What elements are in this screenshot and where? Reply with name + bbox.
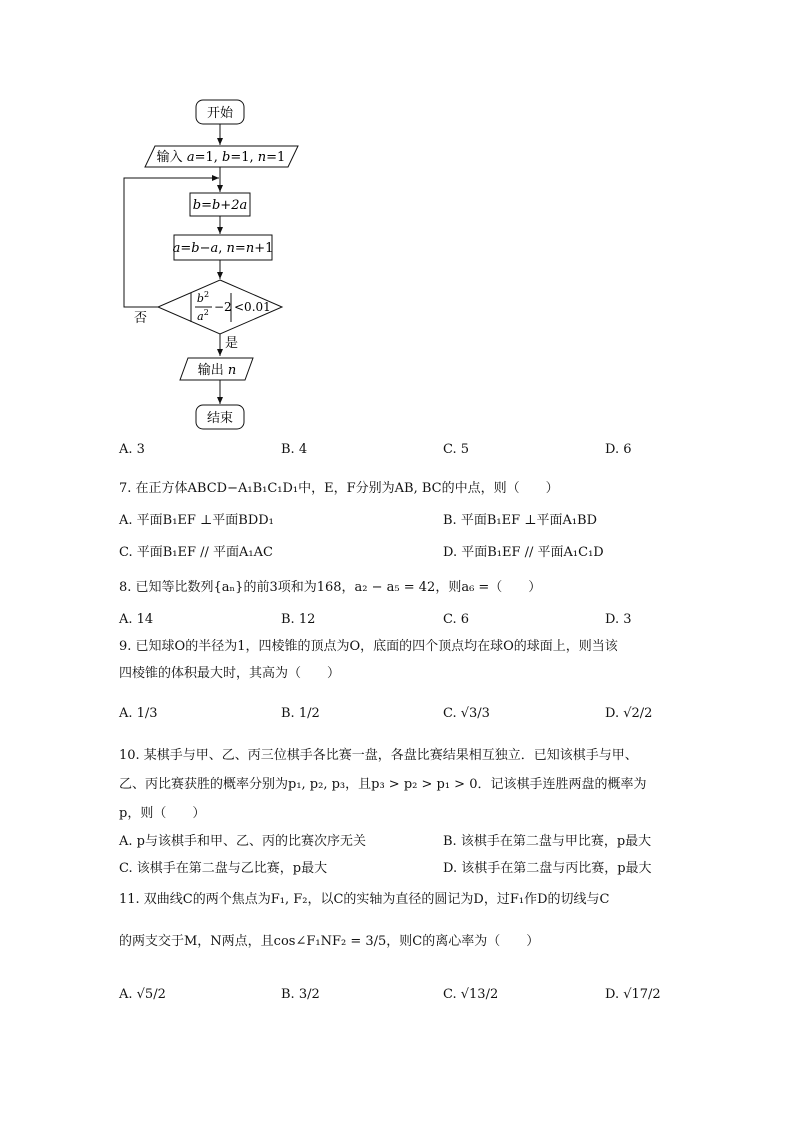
flowchart: [0, 0, 794, 440]
q10-stem-line1: 10. 某棋手与甲、乙、丙三位棋手各比赛一盘，各盘比赛结果相互独立．已知该棋手与甲、: [119, 748, 638, 763]
q11-option-d: D. √17/2: [605, 987, 661, 1002]
q6-option-c: C. 5: [443, 442, 470, 457]
flow-step1-label: b=b+2a: [192, 198, 248, 213]
q10-stem-line2: 乙、丙比赛获胜的概率分别为p₁, p₂, p₃，且p₃ > p₂ > p₁ > 0．记该棋手连胜两盘的概率为: [119, 777, 647, 792]
q11-option-a: A. √5/2: [119, 987, 166, 1002]
q11-option-c: C. √13/2: [443, 987, 499, 1002]
q11-option-b: B. 3/2: [281, 987, 320, 1002]
flow-start-label: 开始: [206, 106, 234, 121]
q9-option-d: D. √2/2: [605, 706, 653, 721]
q8-option-b: B. 12: [281, 612, 316, 627]
q6-option-a: A. 3: [119, 442, 145, 457]
q10-option-c: C. 该棋手在第二盘与乙比赛，p最大: [119, 861, 328, 876]
svg-text:−2: −2: [214, 300, 232, 314]
svg-text:<0.01: <0.01: [234, 300, 271, 314]
q7-stem: 7. 在正方体ABCD−A₁B₁C₁D₁中，E，F分别为AB, BC的中点，则（ ）: [119, 481, 559, 496]
svg-text:a2: $a^2$: [197, 308, 209, 323]
q6-option-b: B. 4: [281, 442, 308, 457]
q8-option-a: A. 14: [119, 612, 154, 627]
flow-step2-label: a=b−a, n=n+1: [172, 241, 274, 256]
q6-option-d: D. 6: [605, 442, 632, 457]
q11-stem-line2: 的两支交于M，N两点，且cos∠F₁NF₂ = 3/5，则C的离心率为（ ）: [119, 934, 540, 949]
q8-option-c: C. 6: [443, 612, 470, 627]
flow-end-label: 结束: [206, 411, 234, 426]
flow-condition-label: [191, 290, 271, 323]
svg-text:b2: $b^2$: [196, 290, 210, 305]
q9-option-a: A. 1/3: [119, 706, 158, 721]
q10-option-b: B. 该棋手在第二盘与甲比赛，p最大: [443, 834, 652, 849]
flow-input-label: 输入 a=1, b=1, n=1: [156, 150, 286, 165]
q10-option-d: D. 该棋手在第二盘与丙比赛，p最大: [443, 861, 652, 876]
q9-stem-line2: 四棱锥的体积最大时，其高为（ ）: [119, 666, 341, 681]
q9-option-b: B. 1/2: [281, 706, 320, 721]
q7-option-c: C. 平面B₁EF // 平面A₁AC: [119, 545, 273, 560]
q7-option-b: B. 平面B₁EF ⊥平面A₁BD: [443, 513, 598, 528]
flow-yes-label: 是: [225, 336, 239, 351]
flow-output-label: 输出 n: [197, 363, 237, 378]
q8-stem: 8. 已知等比数列{aₙ}的前3项和为168，a₂ − a₅ = 42，则a₆ =（ ）: [119, 580, 542, 595]
q7-option-d: D. 平面B₁EF // 平面A₁C₁D: [443, 545, 604, 560]
q8-option-d: D. 3: [605, 612, 632, 627]
q9-option-c: C. √3/3: [443, 706, 490, 721]
flow-no-label: 否: [134, 311, 148, 326]
q11-stem-line1: 11. 双曲线C的两个焦点为F₁, F₂，以C的实轴为直径的圆记为D，过F₁作D的切线与C: [119, 892, 610, 907]
q7-option-a: A. 平面B₁EF ⊥平面BDD₁: [119, 513, 274, 528]
q10-stem-line3: p，则（ ）: [119, 806, 206, 821]
q10-option-a: A. p与该棋手和甲、乙、丙的比赛次序无关: [119, 834, 366, 849]
q9-stem-line1: 9. 已知球O的半径为1，四棱锥的顶点为O，底面的四个顶点均在球O的球面上，则当该: [119, 639, 618, 654]
